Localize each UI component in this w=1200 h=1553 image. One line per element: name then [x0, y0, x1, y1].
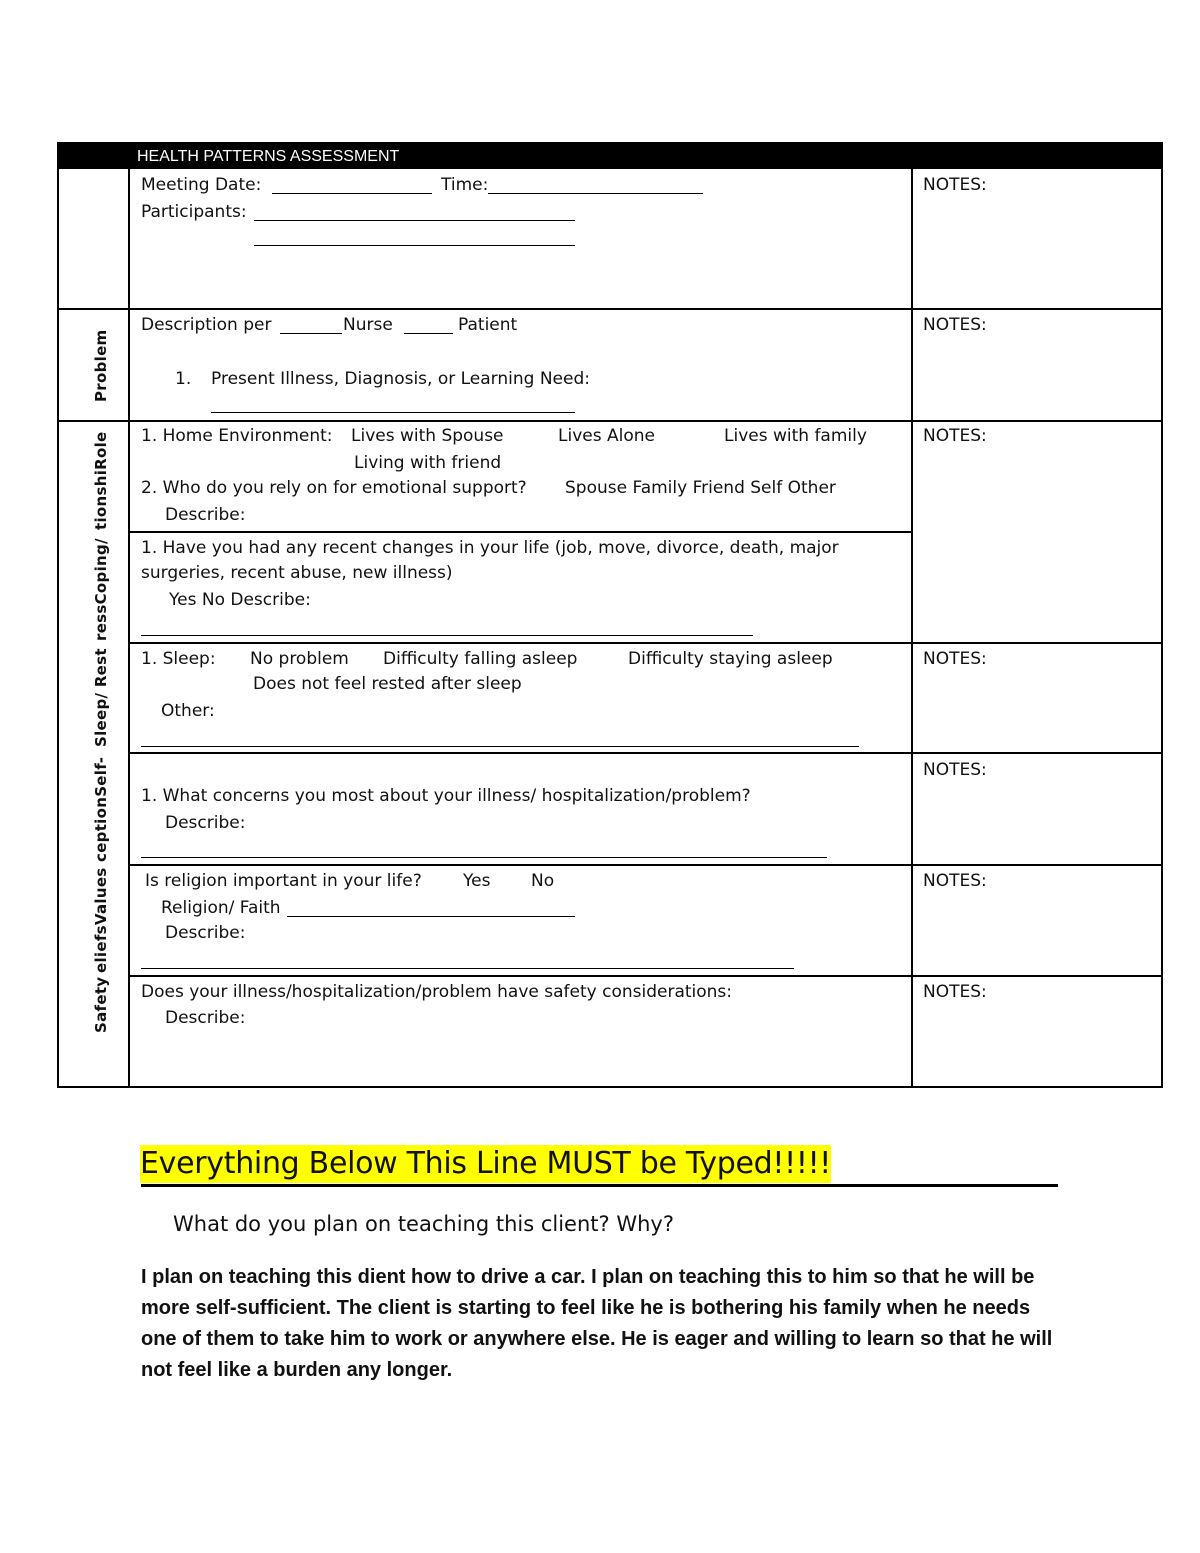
- safety-question: Does your illness/hospitalization/problem have safety considerations:: [141, 982, 733, 1002]
- description-per-label: Description per: [141, 315, 272, 335]
- option-living-with-friend[interactable]: Living with friend: [354, 453, 502, 473]
- table-title: HEALTH PATTERNS ASSESSMENT: [137, 148, 400, 165]
- meeting-date-label: Meeting Date:: [141, 175, 262, 195]
- notes-label: NOTES:: [923, 871, 987, 891]
- emotional-support-question: 2. Who do you rely on for emotional support?: [141, 478, 527, 498]
- row-divider: [128, 975, 1163, 977]
- time-field[interactable]: [488, 193, 703, 194]
- notes-label: NOTES:: [923, 315, 987, 335]
- option-lives-with-family[interactable]: Lives with family: [724, 426, 867, 446]
- religion-faith-label: Religion/ Faith: [161, 898, 281, 918]
- option-lives-with-spouse[interactable]: Lives with Spouse: [351, 426, 504, 446]
- option-lives-alone[interactable]: Lives Alone: [558, 426, 655, 446]
- notes-label: NOTES:: [923, 426, 987, 446]
- meeting-date-field[interactable]: [272, 193, 432, 194]
- concerns-question: 1. What concerns you most about your illness/ hospitalization/problem?: [141, 786, 751, 806]
- side-label-values-beliefs: eliefsValues: [92, 867, 110, 973]
- row-divider: [57, 420, 1163, 422]
- participants-label: Participants:: [141, 202, 247, 222]
- border-notes-col: [911, 169, 913, 1088]
- religion-question: Is religion important in your life?: [145, 871, 422, 891]
- religion-yes[interactable]: Yes: [463, 871, 491, 891]
- emotional-support-options[interactable]: Spouse Family Friend Self Other: [565, 478, 836, 498]
- recent-changes-options[interactable]: Yes No Describe:: [169, 590, 311, 610]
- religion-no[interactable]: No: [531, 871, 555, 891]
- option-difficulty-staying-asleep[interactable]: Difficulty staying asleep: [628, 649, 833, 669]
- teaching-question: What do you plan on teaching this client? Why?: [173, 1212, 674, 1236]
- time-label: Time:: [441, 175, 489, 195]
- row-divider: [128, 642, 1163, 644]
- option-not-rested[interactable]: Does not feel rested after sleep: [253, 674, 522, 694]
- side-label-relationship-role: tionshiRole: [92, 431, 110, 530]
- patient-blank[interactable]: [404, 333, 453, 334]
- participants-field-2[interactable]: [254, 245, 575, 246]
- religion-faith-field[interactable]: [287, 916, 575, 917]
- border-label-col: [128, 169, 130, 1088]
- present-illness-field[interactable]: [211, 412, 575, 413]
- sleep-other-label: Other:: [161, 701, 215, 721]
- recent-changes-question: 1. Have you had any recent changes in your life (job, move, divorce, death, major: [141, 538, 839, 558]
- sleep-other-field[interactable]: [141, 746, 859, 747]
- describe-label: Describe:: [165, 505, 246, 525]
- recent-changes-field[interactable]: [141, 635, 753, 636]
- sleep-label: 1. Sleep:: [141, 649, 216, 669]
- concerns-field[interactable]: [141, 857, 827, 858]
- border-right: [1161, 142, 1163, 1088]
- side-label-problem: Problem: [92, 329, 110, 402]
- side-label-safety: Safety: [92, 976, 110, 1033]
- notes-label: NOTES:: [923, 760, 987, 780]
- side-label-sleep-rest: Sleep/ Rest: [92, 648, 110, 747]
- typed-section-rule: [141, 1184, 1058, 1187]
- patient-label: Patient: [458, 315, 518, 335]
- religion-describe-field[interactable]: [141, 968, 794, 969]
- border-left: [57, 142, 59, 1088]
- participants-field[interactable]: [254, 220, 575, 221]
- nurse-label: Nurse: [343, 315, 393, 335]
- row-divider: [57, 308, 1163, 310]
- describe-label: Describe:: [165, 813, 246, 833]
- nurse-blank[interactable]: [280, 333, 342, 334]
- notes-label: NOTES:: [923, 649, 987, 669]
- describe-label: Describe:: [165, 1008, 246, 1028]
- present-illness-label: Present Illness, Diagnosis, or Learning Need:: [211, 369, 590, 389]
- side-label-stress-coping: ressCoping/: [92, 538, 110, 641]
- row-divider: [128, 752, 1163, 754]
- option-difficulty-falling-asleep[interactable]: Difficulty falling asleep: [383, 649, 578, 669]
- typed-section-heading: Everything Below This Line MUST be Typed!!!!!: [140, 1146, 832, 1181]
- notes-label: NOTES:: [923, 982, 987, 1002]
- row-divider: [128, 531, 913, 533]
- row-divider: [57, 1086, 1163, 1088]
- item-number: 1.: [175, 369, 192, 389]
- recent-changes-question-cont: surgeries, recent abuse, new illness): [141, 563, 453, 583]
- row-divider: [128, 864, 1163, 866]
- teaching-answer[interactable]: I plan on teaching this dient how to drive a car. I plan on teaching this to him so that he will be more self-sufficient. The client is starting to feel like he is bothering his family when he needs one of them to take him to work or anywhere else. He is eager and willing to learn so that he will not feel like a burden any longer.: [141, 1266, 1053, 1381]
- side-label-self-perception: ceptionSelf-: [92, 756, 110, 862]
- home-environment-label: 1. Home Environment:: [141, 426, 333, 446]
- describe-label: Describe:: [165, 923, 246, 943]
- notes-label: NOTES:: [923, 175, 987, 195]
- option-no-problem[interactable]: No problem: [250, 649, 349, 669]
